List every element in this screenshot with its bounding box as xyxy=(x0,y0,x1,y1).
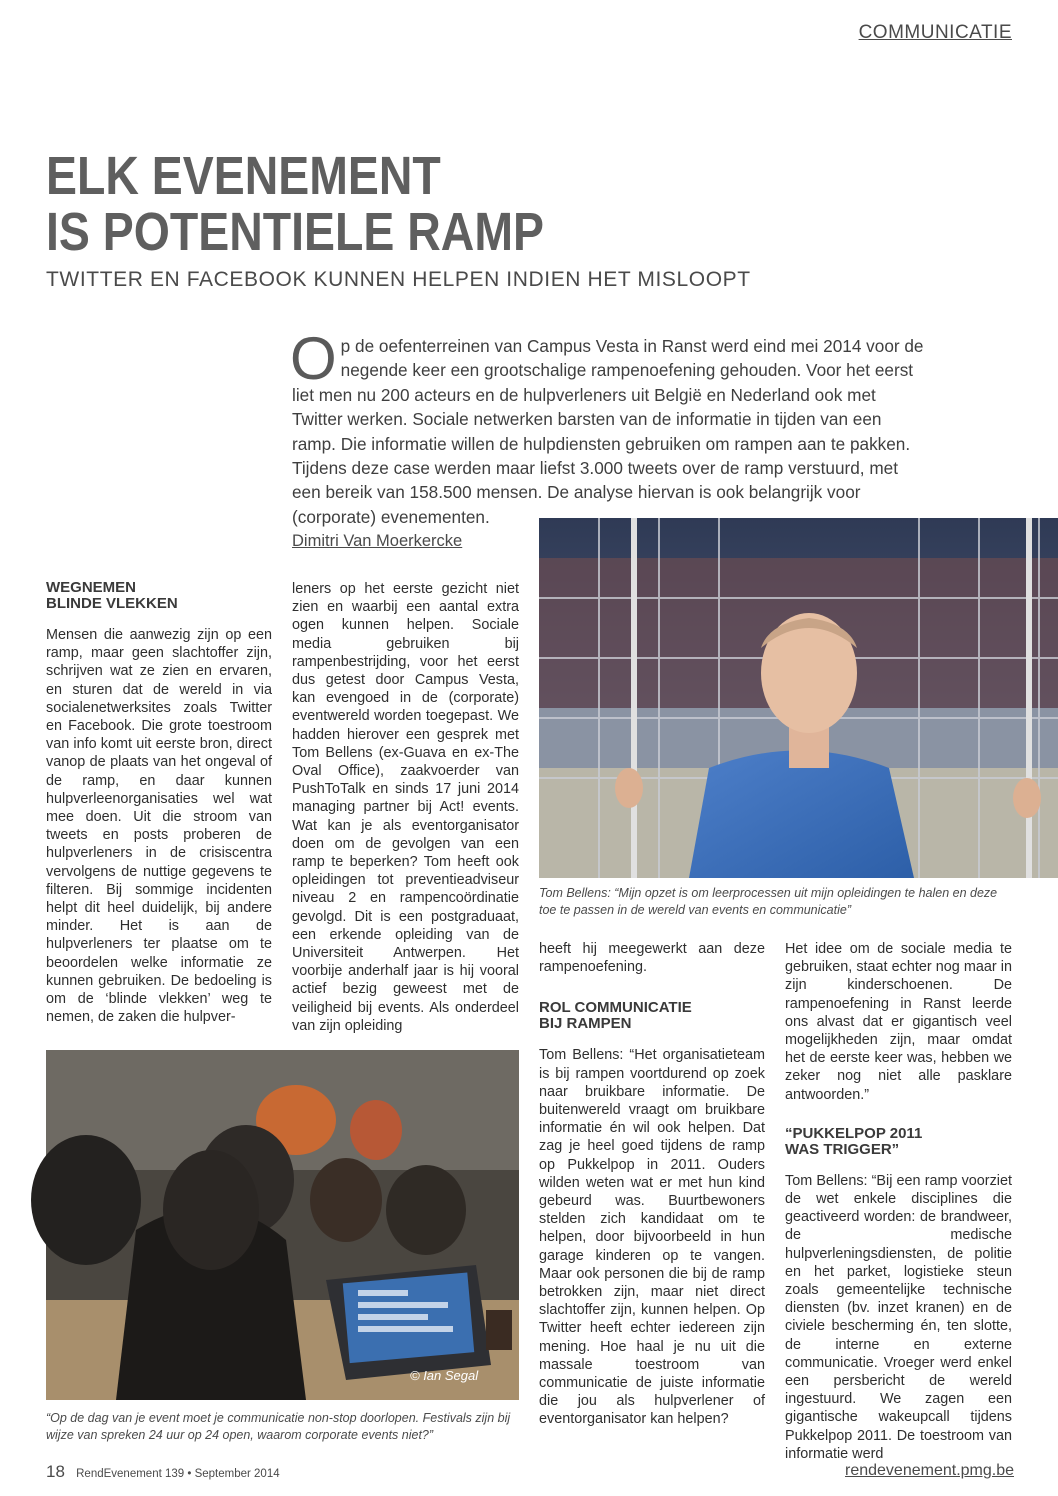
photo-credit: © Ian Segal xyxy=(410,1368,479,1383)
page-number: 18 xyxy=(46,1462,65,1481)
section-label: COMMUNICATIE xyxy=(858,22,1012,43)
article-title xyxy=(46,148,544,260)
heading-line: ROL COMMUNICATIE xyxy=(539,999,692,1017)
issue-info: RendEvenement 139 • September 2014 xyxy=(76,1468,280,1480)
photo-crisis-room xyxy=(46,1050,519,1400)
title-line-2: IS POTENTIELE RAMP xyxy=(46,202,544,262)
photo-image xyxy=(539,518,1058,878)
footer-issue xyxy=(46,1462,280,1482)
body-text: Tom Bellens: “Het organisatieteam is bij rampen voortdurend op zoek naar bruikbare informatie. De buitenwereld vraagt om bruikbare informatie én wil ook helpen. Dat zag je heel goed tijdens de ramp op Pukkelpop in 2011. Ouders wilden weten wat er met hun kind gebeurd was. Buurtbewoners stelden zich kandidaat om te helpen, door bijvoorbeeld in hun garage kinderen op te vangen. Maar ook personen die bij de ramp betrokken zijn, maar niet direct slachtoffer zijn, kunnen helpen. Op Twitter heeft echter iedereen zijn mening. Hoe haal je nu uit die massale toestroom van communicatie de juiste informatie die jou als hulpverlener of eventorganisator kan helpen? xyxy=(539,1047,765,1428)
photo-tom-bellens xyxy=(539,518,1058,878)
body-text: Tom Bellens: “Bij een ramp voorziet de wet enkele disciplines die geactiveerd worden: de brandweer, de medische hulpverleningsdiensten, de politie en het parket, logistieke steun zoals gemeentelijke technische diensten (bv. inzet kranen) en de civiele bescherming én, ten slotte, de interne en externe communicatie. Vroeger werd enkel een persbericht de wereld ingestuurd. We zagen een gigantische wakeupcall tijdens Pukkelpop 2011. De toestroom van informatie werd xyxy=(785,1172,1012,1462)
column-1 xyxy=(46,580,272,1032)
intro-text: p de oefenterreinen van Campus Vesta in Ranst werd eind mei 2014 voor de negende keer een grootschalige rampenoefening gehouden. Voor het eerst liet men nu 200 acteurs en de hulpverleners uit België en Nederland ook met Twitter werken. Sociale netwerken barsten van de informatie in tijden van een ramp. Die informatie willen de hulpdiensten gebruiken om rampen aan te pakken. Tijdens deze case werden maar liefst 3.000 tweets over de ramp verstuurd, met een bereik van 158.500 mensen. De analyse hiervan is ook belangrijk voor (corporate) evenementen. xyxy=(292,336,924,527)
body-text: heeft hij meegewerkt aan deze rampenoefening. xyxy=(539,941,765,976)
heading-rol-communicatie xyxy=(539,1000,765,1032)
heading-line: WEGNEMEN xyxy=(46,579,136,596)
photo-image xyxy=(46,1050,519,1400)
footer-url-link[interactable]: rendevenement.pmg.be xyxy=(845,1462,1014,1479)
photo-bottom-caption: “Op de dag van je event moet je communicatie non-stop doorlopen. Festivals zijn bij wijze van spreken 24 uur op 24 open, waarom corporate events niet?” xyxy=(46,1411,511,1442)
body-text: Mensen die aanwezig zijn op een ramp, maar geen slachtoffer zijn, schrijven wat ze zien en ervaren, en sturen dat de wereld in via socialenetwerksites zoals Twitter en Facebook. Die grote toestroom van info komt uit eerste bron, direct vanop de plaats van het ongeval of de ramp, en daar kunnen hulpverleenorganisaties wel wat mee doen. Uit die stroom van tweets en posts proberen de hulpverleners in de crisiscentra vervolgens de nuttige gegevens te filteren. Bij sommige incidenten helpt dit heel duidelijk, bij andere minder. Het is aan de hulpverleners ter plaatse om te beoordelen welke informatie ze kunnen gebruiken. De bedoeling is om de ‘blinde vlekken’ weg te nemen, de zaken die hulpver- xyxy=(46,627,272,1026)
heading-wegnemen xyxy=(46,580,272,612)
heading-line: BIJ RAMPEN xyxy=(539,1015,632,1033)
body-text: leners op het eerste gezicht niet zien en waarbij een aantal extra ogen kunnen helpen. Sociale media gebruiken bij rampenbestrijding, voor het eerst dus getest door Campus Vesta, kan evengoed in de (corporate) eventwereld worden toegepast. We hadden hierover een gesprek met Tom Bellens (ex-Guava en ex-The Oval Office), zaakvoerder van PushToTalk en sinds 17 juni 2014 managing partner bij Act! events. Wat kan je als eventorganisator doen om de gevolgen van een ramp te beperken? Tom heeft ook opleidingen tot preventieadviseur niveau 2 en rampencoördinatie gevolgd. Dit is een postgraduaat, een erkende opleiding van de Universiteit Antwerpen. Het voorbije anderhalf jaar is hij vooral actief bezig geweest met de veiligheid bij events. Als onderdeel van zijn opleiding xyxy=(292,581,519,1034)
heading-line: “PUKKELPOP 2011 xyxy=(785,1124,923,1142)
article-subtitle: TWITTER EN FACEBOOK KUNNEN HELPEN INDIEN HET MISLOOPT xyxy=(46,268,751,291)
heading-line: WAS TRIGGER” xyxy=(785,1140,900,1158)
photo-top-caption: Tom Bellens: “Mijn opzet is om leerprocessen uit mijn opleidingen te halen en deze toe te passen in de wereld van events en communicatie” xyxy=(539,886,998,917)
heading-line: BLINDE VLEKKEN xyxy=(46,595,178,612)
drop-cap: O xyxy=(290,325,337,392)
heading-pukkelpop xyxy=(785,1126,1012,1158)
column-4 xyxy=(785,940,1012,1462)
title-line-1: ELK EVENEMENT xyxy=(46,146,441,206)
intro-paragraph xyxy=(290,325,924,529)
author-byline[interactable]: Dimitri Van Moerkercke xyxy=(292,532,463,550)
column-2 xyxy=(292,580,519,1032)
body-text: Het idee om de sociale media te gebruiken, staat echter nog maar in zijn kinderschoenen. De rampenoefening in Ranst leerde ons alvast dat er gigantisch veel mogelijkheden zijn, maar omdat het de eerste keer was, hebben we zeker nog niet alle pasklare antwoorden.” xyxy=(785,941,1012,1103)
column-3 xyxy=(539,940,765,1448)
